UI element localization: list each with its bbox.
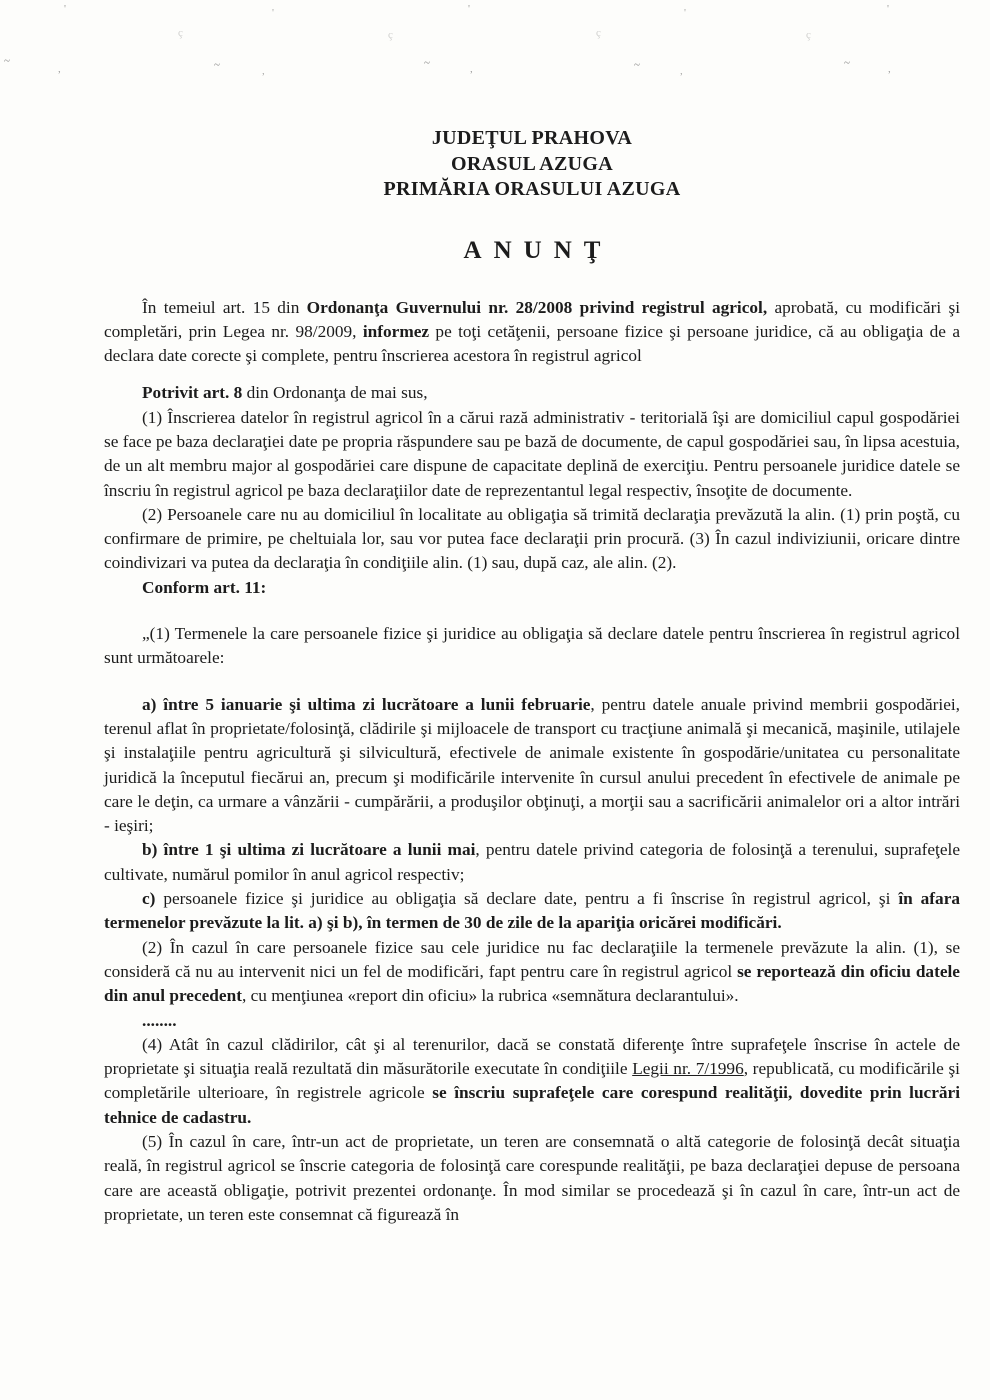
paragraph-intro [104, 296, 960, 369]
scan-artifact: , [58, 63, 61, 75]
paragraph-lit-c [104, 887, 960, 936]
paragraph-lit-b [104, 838, 960, 887]
text-segment: se înscriu suprafeţele care corespund realităţii, dovedite prin lucrări tehnice de cadastru. [104, 1083, 961, 1127]
text-segment: , cu menţiunea «report din oficiu» la rubrica «semnătura declarantului». [241, 986, 739, 1006]
scan-artifact: ~ [634, 59, 640, 71]
text-segment: persoanele fizice şi juridice au obligaţia să declare date, pentru a fi înscrise în registrul agricol, şi [155, 889, 899, 909]
paragraph-art8-alin-1 [104, 406, 960, 503]
text-segment: , pentru datele anuale privind membrii gospodăriei, terenul aflat în proprietate/folosinţă, clădirile şi mijloacele de transport cu tracţiune animală şi mecanică, maşinile, utilajele şi instalaţiile pentru agricultură şi silvicultură, efectivele de animale existente în gospodărie/unitatea cu personalitate juridică la începutul fiecărui an, precum şi modificările intervenite în cursul anului precedent în efectivele de animale pe care le deţin, ca urmare a vânzării - cumpărării, a produşilor obţinuţi, a morţii sau a sacrificării animalelor ori a altor intrări - ieşiri; [104, 694, 960, 836]
text-segment: se reportează din oficiu datele din anul precedent [104, 961, 960, 1006]
scan-artifact: , [888, 63, 891, 75]
text-segment: În temeiul art. 15 din [142, 297, 307, 317]
text-segment: , pentru datele privind categoria de folosinţă a terenului, suprafeţele cultivate, numărul pomilor în anul agricol respectiv; [104, 840, 960, 884]
scan-artifact: ç [388, 29, 393, 41]
scan-artifact: ~ [844, 57, 850, 69]
text-segment: pe toţi cetăţenii, persoane fizice şi persoane juridice, că au obligaţia de a declara date corecte şi complete, pentru înscrierea acestora în registrul agricol [104, 321, 960, 366]
scan-artifact: ~ [424, 57, 430, 69]
paragraph-conform-art-11 [104, 576, 960, 600]
scan-artifact: ' [64, 3, 66, 15]
text-segment: în afara termenelor prevăzute la lit. a) şi b), în termen de 30 de zile de la apariţia oricărei modificări. [104, 889, 961, 933]
paragraph-alin-4 [104, 1033, 960, 1130]
scan-artifact: , [680, 65, 683, 77]
scan-artifact: ç [806, 29, 811, 41]
paragraph-art11-alin-2 [104, 936, 960, 1009]
text-segment: Legii nr. 7/1996 [632, 1059, 744, 1079]
paragraph-ellipsis [104, 1009, 960, 1033]
scan-artifact: ' [468, 3, 470, 15]
text-segment: , republicată, cu modificările şi completările ulterioare, în registrele agricole [104, 1059, 960, 1103]
header-county: JUDEŢUL PRAHOVA [431, 127, 633, 149]
document-body [104, 296, 960, 1228]
scan-artifact: ~ [214, 59, 220, 71]
text-segment: din Ordonanţa de mai sus, [242, 383, 428, 403]
scan-artifact: ' [272, 7, 274, 19]
document-header [104, 126, 960, 203]
scan-artifact: ç [178, 27, 183, 39]
text-segment: b) între 1 şi ultima zi lucrătoare a lunii mai [142, 840, 476, 860]
paragraph-potrivit-art-8 [104, 381, 960, 405]
text-segment: Conform art. 11: [142, 577, 267, 597]
scan-artifact: ~ [4, 55, 10, 67]
text-segment: „(1) Termenele la care persoanele fizice şi juridice au obligaţia să declare datele pentru înscrierea în registrul agricol sunt următoarele: [104, 624, 960, 668]
scan-artifact: ç [596, 27, 601, 39]
text-segment: ........ [142, 1010, 177, 1030]
text-segment: Potrivit art. 8 [142, 383, 243, 403]
document-title-row [104, 237, 960, 265]
paragraph-art8-alin-2-3 [104, 503, 960, 576]
paragraph-termene-intro [104, 622, 960, 671]
scan-artifact: , [262, 65, 265, 77]
header-city: ORASUL AZUGA [451, 152, 613, 175]
paragraph-alin-5 [104, 1130, 960, 1227]
scan-artifact: ' [684, 7, 686, 19]
document-title: ANUNŢ [463, 236, 613, 264]
scan-artifact: , [470, 63, 473, 75]
text-segment: (4) Atât în cazul clădirilor, cât şi al terenurilor, dacă se constată diferenţe între suprafeţele înscrise în actele de proprietate şi situaţia reală rezultată din măsurătorile executate în condiţiile [104, 1034, 960, 1079]
header-institution: PRIMĂRIA ORASULUI AZUGA [383, 178, 681, 200]
text-segment: Ordonanţa Guvernului nr. 28/2008 privind registrul agricol, [306, 297, 768, 317]
text-segment: a) între 5 ianuarie şi ultima zi lucrătoare a lunii februarie [142, 694, 591, 714]
scan-artifact: ' [887, 3, 889, 15]
text-segment: informez [362, 321, 430, 341]
text-segment: (2) În cazul în care persoanele fizice sau cele juridice nu fac declaraţiile la termenele prevăzute la alin. (1), se consideră că nu au intervenit nici un fel de modificări, fapt pentru care în registrul agricol [104, 937, 960, 981]
text-segment: aprobată, cu modificări şi completări, prin Legea nr. 98/2009, [104, 297, 961, 341]
paragraph-lit-a [104, 693, 960, 839]
text-segment: (5) În cazul în care, într-un act de proprietate, un teren are consemnată o altă categorie de folosinţă decât situaţia reală, în registrul agricol se înscrie categoria de folosinţă care corespunde realităţii, pe baza declaraţiei depuse de persoana care are această obligaţie, potrivit prezentei ordonanţe. În mod similar se procedează şi în cazul în care, într-un act de proprietate, un teren este consemnat că figurează în [104, 1132, 960, 1224]
text-segment: (1) Înscrierea datelor în registrul agricol în a cărui rază administrativ - teritorială îşi are domiciliul capul gospodăriei se face pe baza declaraţiei date pe propria răspundere sau pe bază de documente, de capul gospodăriei sau, în lipsa acestuia, de un alt membru major al gospodăriei care dispune de capacitate deplină de exerciţiu. Pentru persoanele juridice datele se înscriu în registrul agricol pe baza declaraţiilor date de reprezentantul legal respectiv, însoţite de documente. [104, 407, 960, 500]
text-segment: (2) Persoanele care nu au domiciliul în localitate au obligaţia să trimită declaraţia prevăzută la alin. (1) prin poştă, cu confirmare de primire, pe cheltuiala lor, sau vor putea face declaraţii prin procură. (3) În cazul indiviziunii, oricare dintre coindivizari va putea da declaraţia în condiţiile alin. (1) sau, după caz, ale alin. (2). [104, 504, 960, 573]
text-segment: c) [142, 889, 156, 909]
